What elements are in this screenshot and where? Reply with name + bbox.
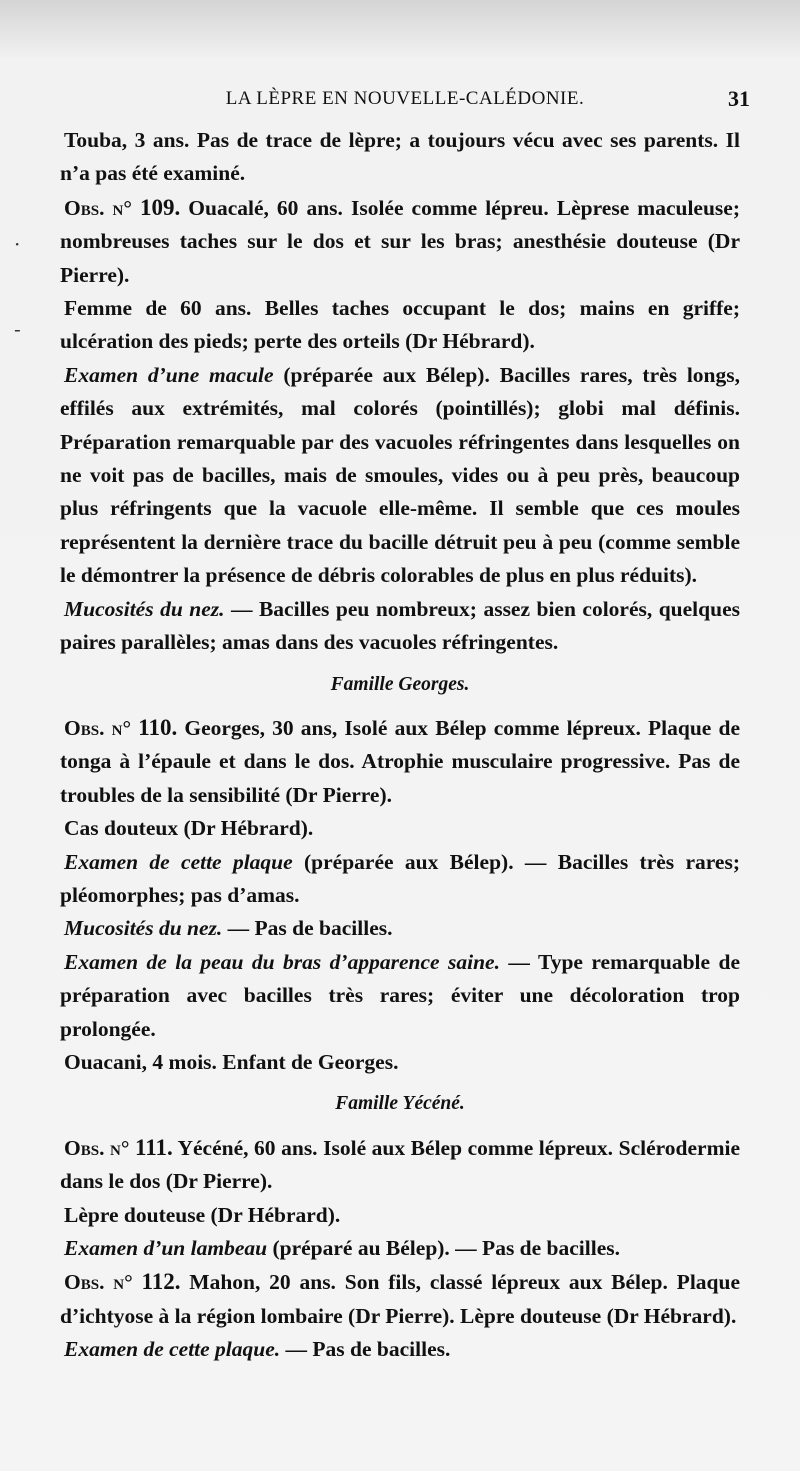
running-title: LA LÈPRE EN NOUVELLE-CALÉDONIE. <box>225 88 585 109</box>
paragraph-text: (préparé au Bélep). — Pas de bacilles. <box>267 1236 621 1260</box>
paragraph-text: Touba, 3 ans. Pas de trace de lèpre; a toujours vécu avec ses parents. Il n’a pas été examiné. <box>60 128 740 186</box>
paragraph-text: (préparée aux Bélep). — Bacilles très rares; pléomorphes; pas d’amas. <box>60 849 741 907</box>
observation-paragraph <box>60 1131 740 1199</box>
paragraph-text: Ouacalé, 60 ans. Isolée comme lépreu. Lèprese maculeuse; nombreuses taches sur le dos et sur les bras; anesthésie douteuse (Dr Pierre). <box>60 195 740 287</box>
observation-paragraph <box>60 711 740 812</box>
paragraph <box>60 593 740 660</box>
paragraph-text: Femme de 60 ans. Belles taches occupant le dos; mains en griffe; ulcération des pieds; perte des orteils (Dr Hébrard). <box>60 296 740 354</box>
observation-number: 109. <box>139 194 181 220</box>
paragraph-text: — Pas de bacilles. <box>222 916 393 941</box>
margin-mark: - <box>14 317 21 341</box>
paragraph-text: Ouacani, 4 mois. Enfant de Georges. <box>64 1049 399 1074</box>
observation-number: 112. <box>141 1269 181 1295</box>
paragraph-text: — Type remarquable de préparation avec bacilles très rares; éviter une décoloration trop prolongée. <box>60 949 740 1041</box>
margin-mark: · <box>14 232 21 256</box>
observation-label: Obs. n° <box>64 715 132 740</box>
paragraph <box>60 946 740 1046</box>
paragraph-text: Mahon, 20 ans. Son fils, classé lépreux aux Bélep. Plaque d’ichtyose à la région lombaire (Dr Pierre). Lèpre douteuse (Dr Hébrard). <box>60 1270 740 1328</box>
italic-lead: Examen de cette plaque <box>64 849 293 874</box>
paragraph <box>60 912 740 945</box>
section-heading: Famille Georges. <box>330 673 470 695</box>
paragraph-text: Georges, 30 ans, Isolé aux Bélep comme lépreux. Plaque de tonga à l’épaule et dans le dos. Atrophie musculaire progressive. Pas de troubles de la sensibilité (Dr Pierre). <box>60 715 740 807</box>
paragraph-text: — Pas de bacilles. <box>280 1337 451 1362</box>
observation-number: 110. <box>138 714 178 740</box>
observation-number: 111. <box>135 1134 173 1160</box>
page-number: 31 <box>728 86 750 111</box>
paragraph <box>60 1199 740 1232</box>
page-body <box>60 124 740 1367</box>
paragraph <box>60 812 740 845</box>
italic-lead: Examen de la peau du bras d’apparence saine. <box>64 949 500 974</box>
paragraph <box>60 1046 740 1079</box>
paragraph <box>60 124 740 191</box>
page-header <box>60 88 750 118</box>
italic-lead: Mucosités du nez. <box>64 596 225 621</box>
paragraph <box>60 846 740 913</box>
paragraph <box>60 1333 740 1366</box>
observation-paragraph <box>60 1265 740 1333</box>
paragraph <box>60 359 740 593</box>
paragraph-text: (préparée aux Bélep). Bacilles rares, très longs, effilés aux extrémités, mal colorés (pointillés); globi mal définis. Préparation remarquable par des vacuoles réfringentes dans lesquelles on ne voit pas de bacilles, mais de smoules, vides ou à peu près, beaucoup plus réfringents que la vacuole elle-même. Il semble que ces moules représentent la dernière trace du bacille détruit peu à peu (comme semble le démontrer la présence de débris colorables de plus en plus réduits). <box>60 362 740 588</box>
italic-lead: Examen de cette plaque. <box>64 1337 281 1362</box>
italic-lead: Examen d’une macule <box>64 362 274 387</box>
paragraph-text: Cas douteux (Dr Hébrard). <box>64 816 314 841</box>
italic-lead: Examen d’un lambeau <box>64 1236 268 1260</box>
observation-label: Obs. n° <box>64 1135 130 1160</box>
italic-lead: Mucosités du nez. <box>64 916 223 941</box>
observation-label: Obs. n° <box>64 195 132 220</box>
observation-paragraph <box>60 191 740 292</box>
observation-label: Obs. n° <box>64 1270 133 1295</box>
paragraph <box>60 292 740 359</box>
paragraph-text: Yécéné, 60 ans. Isolé aux Bélep comme lépreux. Sclérodermie dans le dos (Dr Pierre). <box>60 1135 740 1194</box>
paragraph <box>60 1232 740 1265</box>
paragraph-text: Lèpre douteuse (Dr Hébrard). <box>64 1202 341 1227</box>
paragraph-text: — Bacilles peu nombreux; assez bien colorés, quelques paires parallèles; amas dans des vacuoles réfringentes. <box>60 596 740 655</box>
section-heading: Famille Yécéné. <box>335 1093 465 1115</box>
